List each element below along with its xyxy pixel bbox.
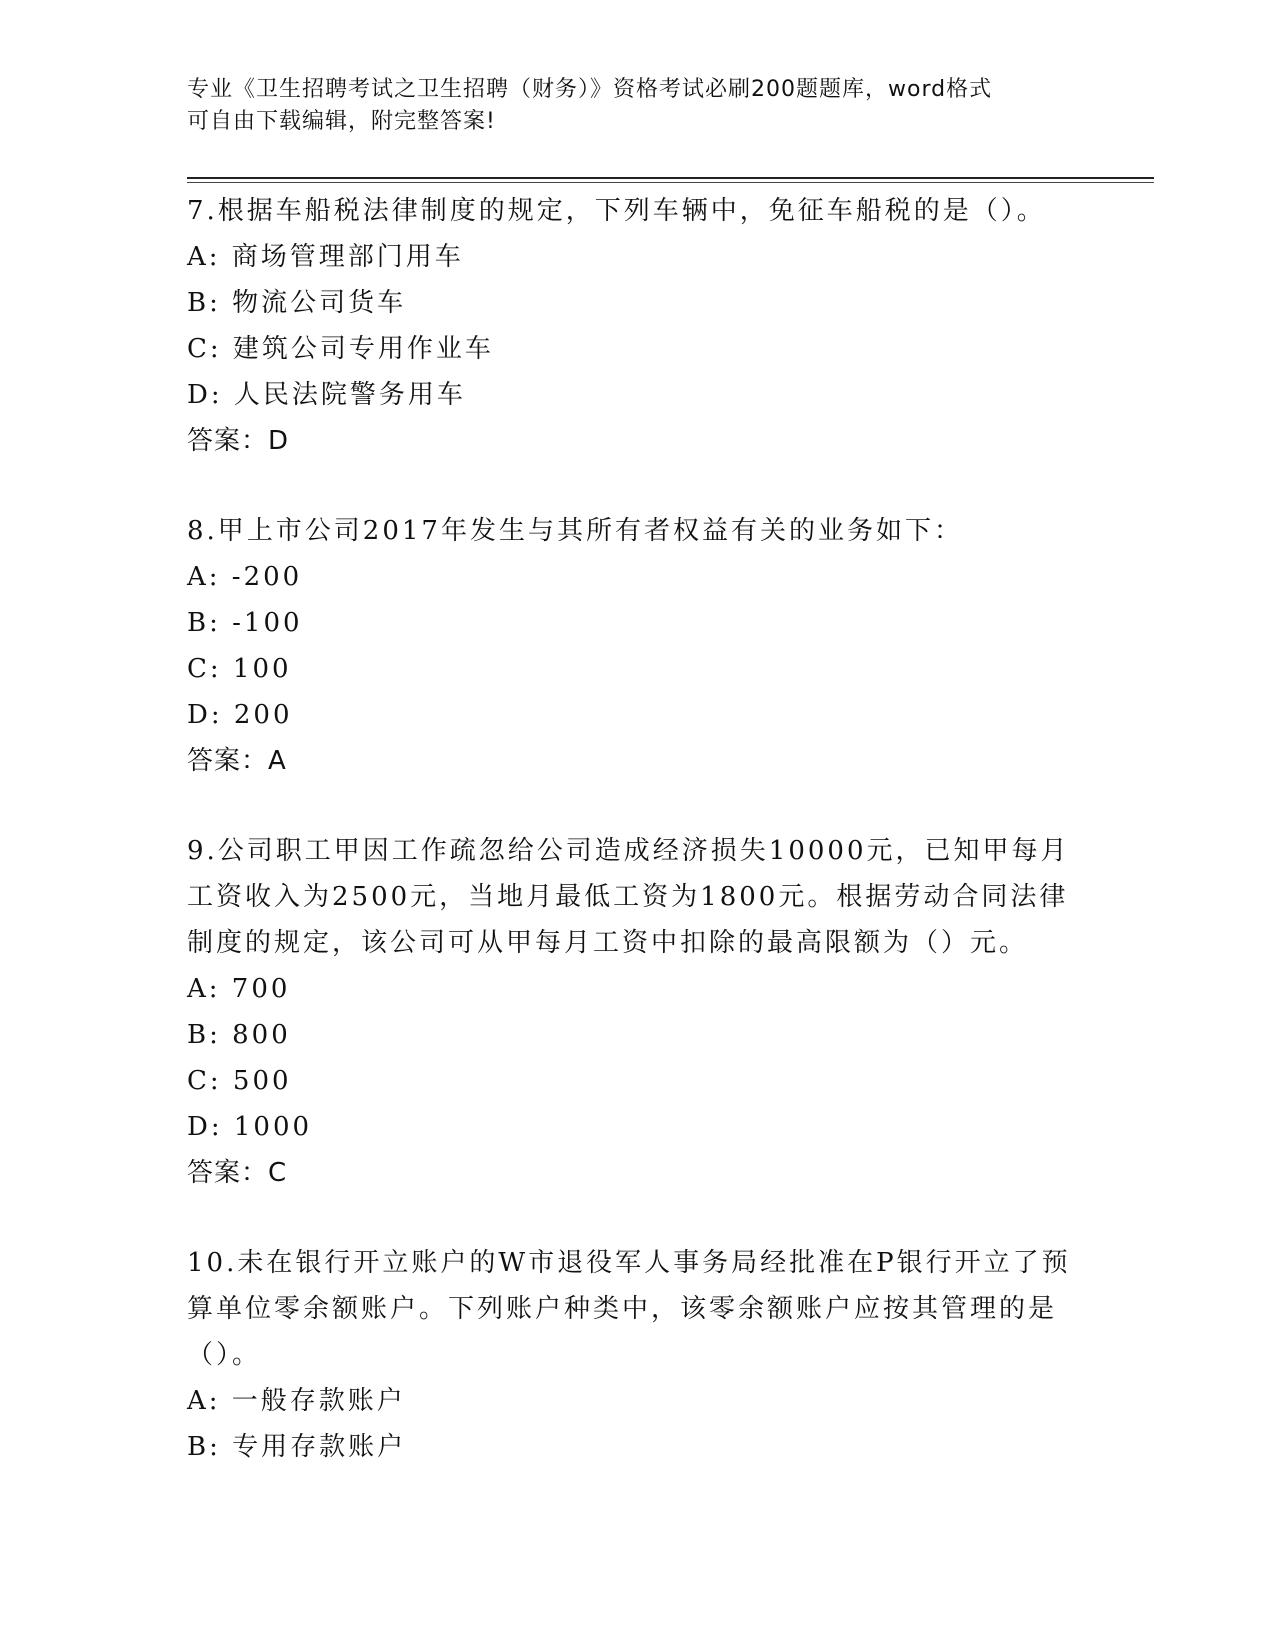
option-d: D: 1000 [187,1112,313,1142]
option-a: A: -200 [187,562,303,592]
question-text: 制度的规定，该公司可从甲每月工资中扣除的最高限额为（）元。 [187,928,1029,958]
header-divider-thick [187,177,1154,179]
question-text: （）。 [187,1340,262,1370]
option-a: A: 一般存款账户 [187,1386,406,1416]
header-divider-thin [187,182,1154,183]
question-8 [187,508,1087,784]
question-text: 工资收入为2500元，当地月最低工资为1800元。根据劳动合同法律 [187,882,1069,912]
answer-text: 答案：A [187,746,287,776]
header-line-1: 专业《卫生招聘考试之卫生招聘（财务）》资格考试必刷200题题库，word格式 [187,77,993,102]
option-b: B: -100 [187,608,303,638]
question-text: 算单位零余额账户。下列账户种类中，该零余额账户应按其管理的是 [187,1294,1058,1324]
option-a: A: 700 [187,974,291,1004]
question-text: 8.甲上市公司2017年发生与其所有者权益有关的业务如下： [187,516,963,546]
option-d: D: 200 [187,700,293,730]
option-b: B: 800 [187,1020,291,1050]
option-c: C: 100 [187,654,292,684]
question-text: 9.公司职工甲因工作疏忽给公司造成经济损失10000元，已知甲每月 [187,836,1070,866]
question-text: 10.未在银行开立账户的W市退役军人事务局经批准在P银行开立了预 [187,1248,1071,1278]
question-10 [187,1240,1087,1470]
option-c: C: 建筑公司专用作业车 [187,334,494,364]
option-b: B: 专用存款账户 [187,1432,407,1462]
header-line-2: 可自由下载编辑，附完整答案! [187,109,496,134]
option-c: C: 500 [187,1066,292,1096]
answer-text: 答案：D [187,426,290,456]
question-9 [187,828,1087,1196]
question-text: 7.根据车船税法律制度的规定，下列车辆中，免征车船税的是（）。 [187,196,1046,226]
question-list [187,188,1087,1470]
option-a: A: 商场管理部门用车 [187,242,464,272]
answer-text: 答案：C [187,1158,288,1188]
question-7 [187,188,1087,464]
document-header [187,74,1067,138]
option-b: B: 物流公司货车 [187,288,407,318]
option-d: D: 人民法院警务用车 [187,380,466,410]
